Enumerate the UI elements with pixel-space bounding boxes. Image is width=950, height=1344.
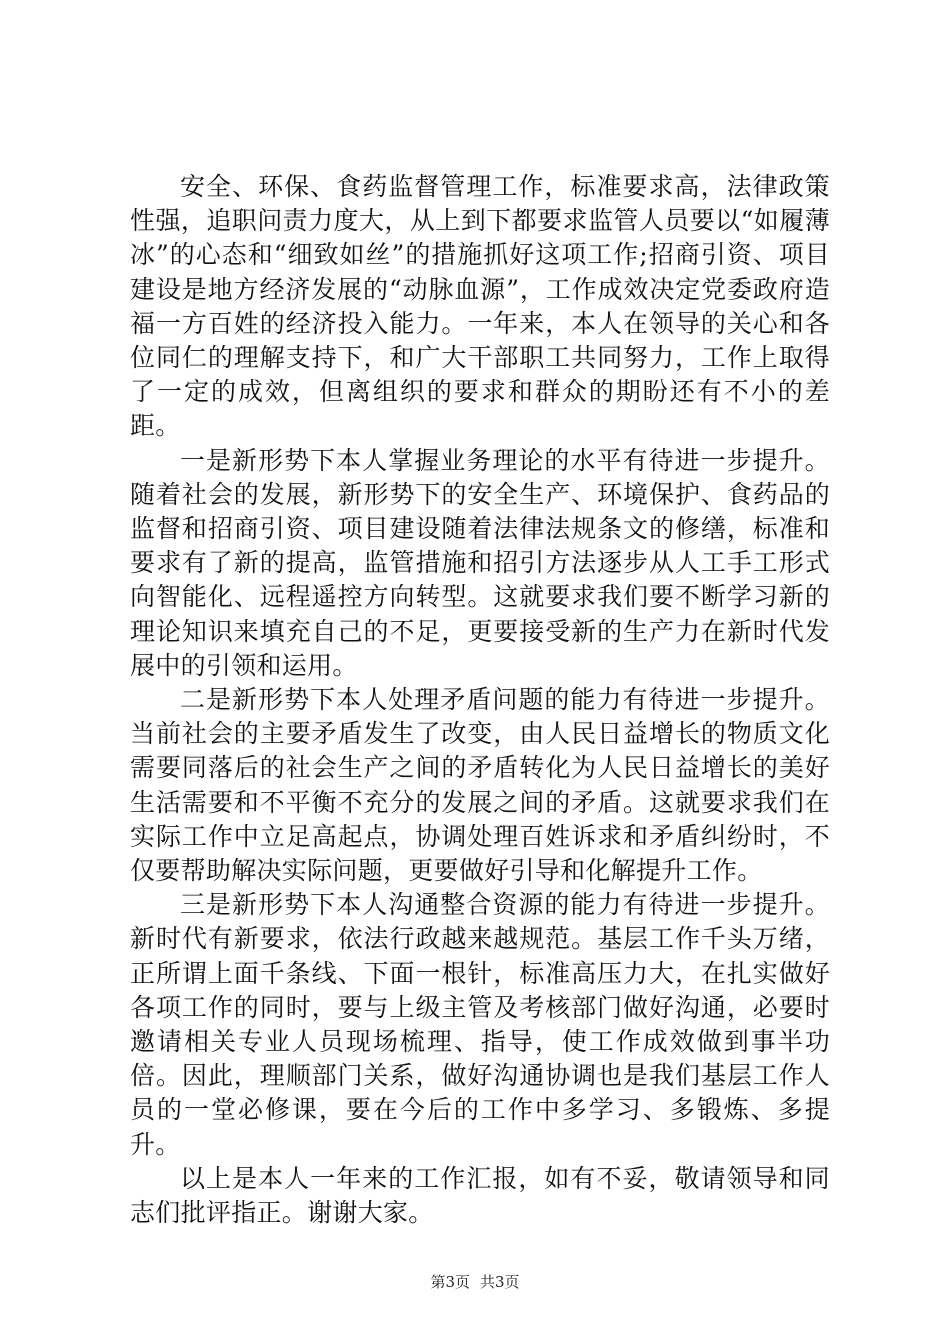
document-body bbox=[130, 170, 830, 1230]
page-total: 共3页 bbox=[480, 1273, 520, 1291]
paragraph-point-one: 一是新形势下本人掌握业务理论的水平有待进一步提升。随着社会的发展，新形势下的安全生产、环境保护、食药品的监督和招商引资、项目建设随着法律法规条文的修缮，标准和要求有了新的提高，监管措施和招引方法逐步从人工手工形式向智能化、远程遥控方向转型。这就要求我们要不断学习新的理论知识来填充自己的不足，更要接受新的生产力在新时代发展中的引领和运用。 bbox=[130, 445, 830, 680]
page-number: 第3页 bbox=[430, 1273, 470, 1291]
paragraph-point-two: 二是新形势下本人处理矛盾问题的能力有待进一步提升。当前社会的主要矛盾发生了改变，由人民日益增长的物质文化需要同落后的社会生产之间的矛盾转化为人民日益增长的美好生活需要和不平衡不充分的发展之间的矛盾。这就要求我们在实际工作中立足高起点，协调处理百姓诉求和矛盾纠纷时，不仅要帮助解决实际问题，更要做好引导和化解提升工作。 bbox=[130, 685, 830, 886]
paragraph-point-three: 三是新形势下本人沟通整合资源的能力有待进一步提升。新时代有新要求，依法行政越来越规范。基层工作千头万绪，正所谓上面千条线、下面一根针，标准高压力大，在扎实做好各项工作的同时，要与上级主管及考核部门做好沟通，必要时邀请相关专业人员现场梳理、指导，使工作成效做到事半功倍。因此，理顺部门关系，做好沟通协调也是我们基层工作人员的一堂必修课，要在今后的工作中多学习、多锻炼、多提升。 bbox=[130, 890, 830, 1159]
page-footer bbox=[0, 1272, 950, 1292]
paragraph-closing: 以上是本人一年来的工作汇报，如有不妥，敬请领导和同志们批评指正。谢谢大家。 bbox=[130, 1163, 830, 1228]
paragraph-intro: 安全、环保、食药监督管理工作，标准要求高，法律政策性强，追职问责力度大，从上到下都要求监管人员要以“如履薄冰”的心态和“细致如丝”的措施抓好这项工作;招商引资、项目建设是地方经济发展的“动脉血源”，工作成效决定党委政府造福一方百姓的经济投入能力。一年来，本人在领导的关心和各位同仁的理解支持下，和广大干部职工共同努力，工作上取得了一定的成效，但离组织的要求和群众的期盼还有不小的差距。 bbox=[130, 172, 830, 441]
